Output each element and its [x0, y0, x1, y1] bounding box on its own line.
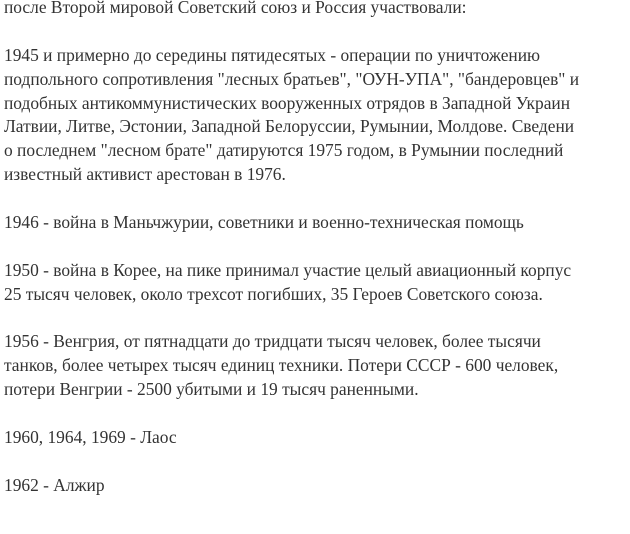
text-line: известный активист арестован в 1976.: [4, 164, 286, 185]
text-line: 25 тысяч человек, около трехсот погибших, 35 Героев Советского союза.: [4, 283, 543, 304]
text-line: 1950 - война в Корее, на пике принимал участие целый авиационный корпус: [4, 259, 572, 280]
text-line: о последнем "лесном брате" датируются 1975 годом, в Румынии последний: [4, 140, 564, 161]
text-line: Латвии, Литве, Эстонии, Западной Белоруссии, Румынии, Молдове. Сведени: [4, 116, 575, 137]
text-line: 1960, 1964, 1969 - Лаос: [4, 427, 177, 448]
text-line: 1962 - Алжир: [4, 474, 105, 495]
entry-1960-1969: [4, 426, 630, 450]
text-line: потери Венгрии - 2500 убитыми и 19 тысяч раненными.: [4, 379, 419, 400]
entry-1962: [4, 474, 630, 498]
entry-1956: [4, 330, 630, 402]
text-line: подпольного сопротивления "лесных братьев", "ОУН-УПА", "бандеровцев" и: [4, 68, 580, 89]
entry-1945: [4, 44, 630, 187]
text-line: подобных антикоммунистических вооруженных отрядов в Западной Украин: [4, 92, 571, 113]
text-line: после Второй мировой Советский союз и Россия участвовали:: [4, 0, 467, 17]
document-body: [4, 0, 630, 498]
text-line: танков, более четырех тысяч единиц техники. Потери СССР - 600 человек,: [4, 355, 559, 376]
entry-1946: [4, 211, 630, 235]
text-line: 1946 - война в Маньчжурии, советники и военно-техническая помощь: [4, 212, 524, 233]
intro-paragraph: [4, 0, 630, 20]
text-line: 1956 - Венгрия, от пятнадцати до тридцати тысяч человек, более тысячи: [4, 331, 541, 352]
entry-1950: [4, 259, 630, 307]
text-line: 1945 и примерно до середины пятидесятых - операции по уничтожению: [4, 44, 541, 65]
